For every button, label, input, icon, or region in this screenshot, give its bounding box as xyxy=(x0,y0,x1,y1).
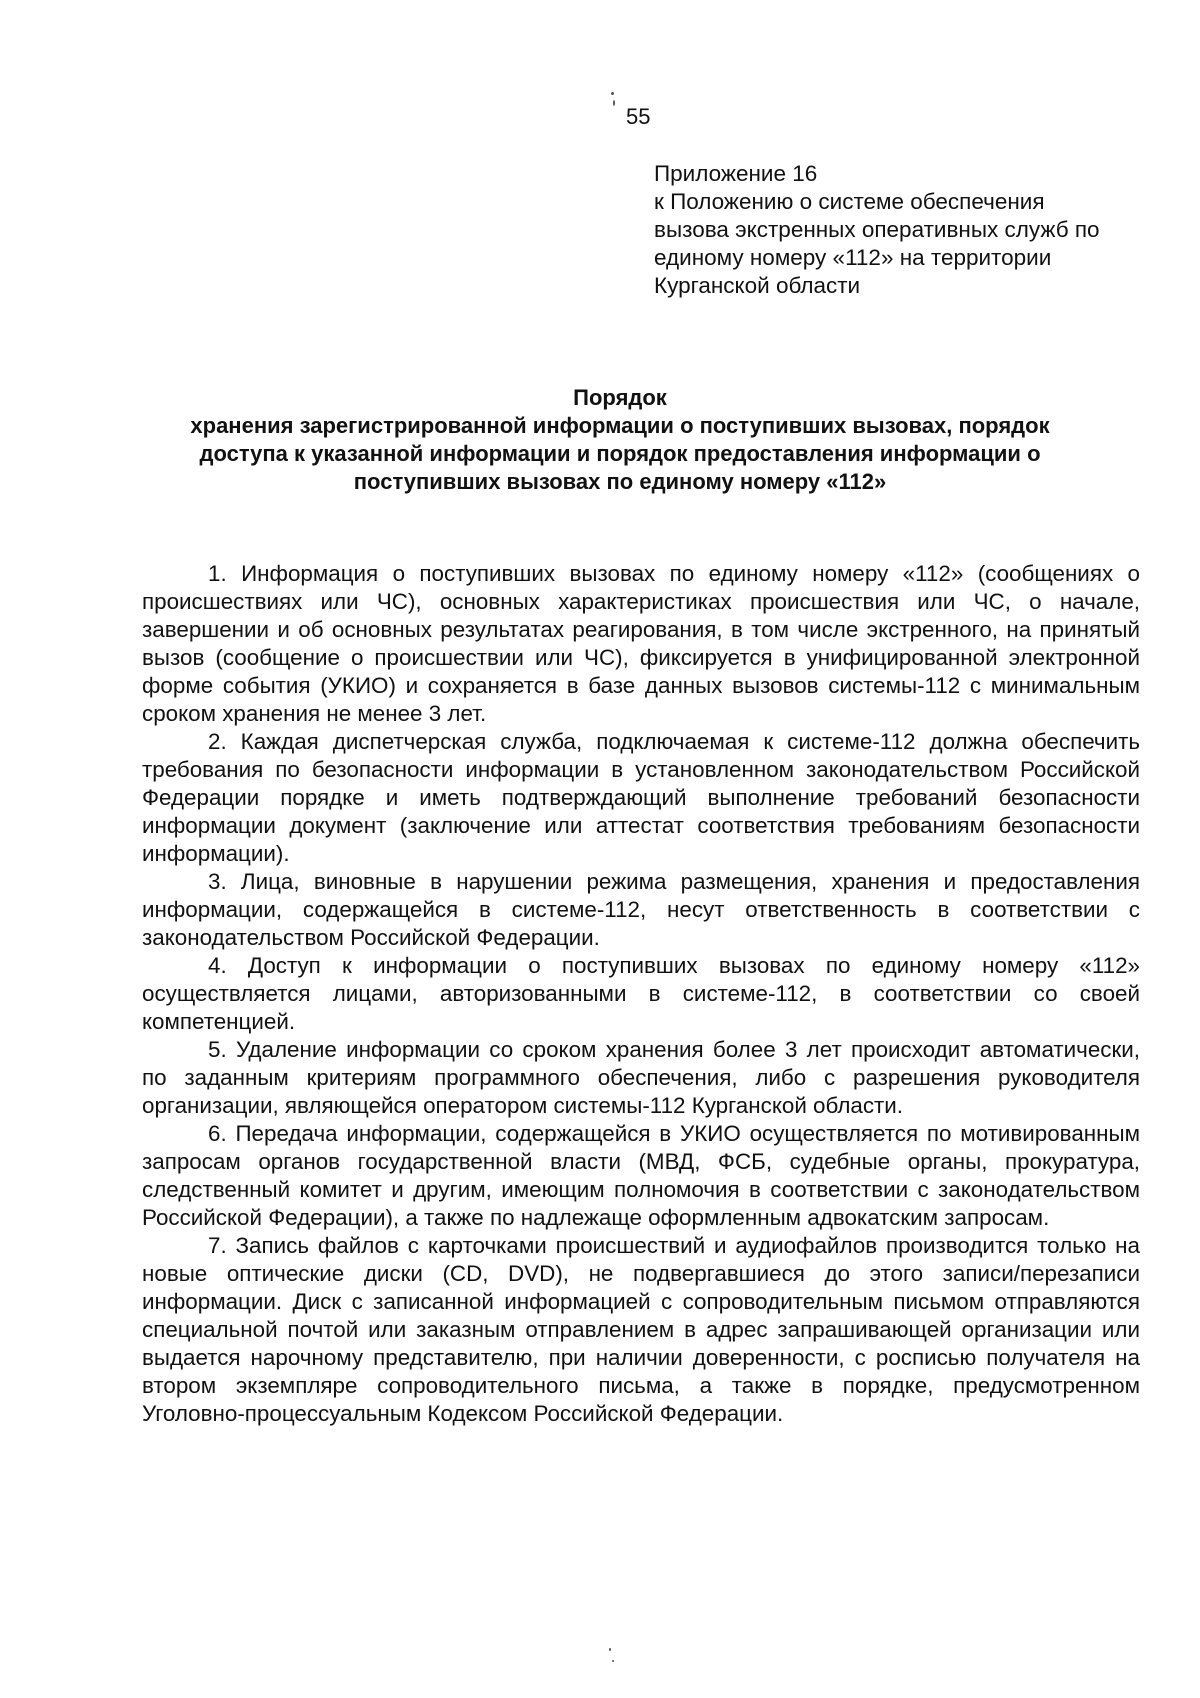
title-heading: Порядок xyxy=(573,385,667,410)
title-line: доступа к указанной информации и порядок предоставления информации о xyxy=(199,441,1041,466)
paragraph-1: 1. Информация о поступивших вызовах по единому номеру «112» (сообщениях о происшествиях или ЧС), основных характеристиках происшествия или ЧС, о начале, завершении и об основных результатах реагирования, в том числе экстренного, на принятый вызов (сообщение о происшествии или ЧС), фиксируется в унифицированной электронной форме события (УКИО) и сохраняется в базе данных вызовов системы-112 с минимальным сроком хранения не менее 3 лет. xyxy=(142,561,1140,726)
appendix-line: Приложение 16 xyxy=(654,161,818,186)
paragraph-6: 6. Передача информации, содержащейся в УКИО осуществляется по мотивированным запросам органов государственной власти (МВД, ФСБ, судебные органы, прокуратура, следственный комитет и другим, имеющим полномочия в соответствии с законодательством Российской Федерации), а также по надлежаще оформленным адвокатским запросам. xyxy=(142,1121,1140,1230)
appendix-line: вызова экстренных оперативных служб по xyxy=(654,217,1100,242)
title-line: поступивших вызовах по единому номеру «112» xyxy=(353,469,887,494)
scan-artifact xyxy=(609,1648,611,1651)
document-title xyxy=(130,384,1110,496)
appendix-reference xyxy=(654,160,1174,300)
paragraph-7: 7. Запись файлов с карточками происшествий и аудиофайлов производится только на новые оптические диски (CD, DVD), не подвергавшиеся до этого записи/перезаписи информации. Диск с записанной информацией с сопроводительным письмом отправляются специальной почтой или заказным отправлением в адрес запрашивающей организации или выдается нарочному представителю, при наличии доверенности, с росписью получателя на втором экземпляре сопроводительного письма, а также в порядке, предусмотренном Уголовно-процессуальным Кодексом Российской Федерации. xyxy=(142,1233,1140,1426)
paragraph-2: 2. Каждая диспетчерская служба, подключаемая к системе-112 должна обеспечить требования по безопасности информации в установленном законодательством Российской Федерации порядке и иметь подтверждающий выполнение требований безопасности информации документ (заключение или аттестат соответствия требованиям безопасности информации). xyxy=(142,729,1140,866)
appendix-line: Курганской области xyxy=(654,273,861,298)
paragraph-3: 3. Лица, виновные в нарушении режима размещения, хранения и предоставления информации, содержащейся в системе-112, несут ответственность в соответствии с законодательством Российской Федерации. xyxy=(142,869,1140,950)
appendix-line: к Положению о системе обеспечения xyxy=(654,189,1045,214)
appendix-line: единому номеру «112» на территории xyxy=(654,245,1052,270)
paragraph-5: 5. Удаление информации со сроком хранения более 3 лет происходит автоматически, по заданным критериям программного обеспечения, либо с разрешения руководителя организации, являющейся оператором системы-112 Курганской области. xyxy=(142,1037,1140,1118)
title-line: хранения зарегистрированной информации о поступивших вызовах, порядок xyxy=(190,413,1050,438)
page-number: 55 xyxy=(626,104,651,129)
document-body xyxy=(142,560,1140,1428)
scan-artifact xyxy=(612,1660,614,1662)
scan-artifact xyxy=(613,100,615,106)
scan-artifact xyxy=(611,92,614,95)
paragraph-4: 4. Доступ к информации о поступивших вызовах по единому номеру «112» осуществляется лицами, авторизованными в системе-112, в соответствии со своей компетенцией. xyxy=(142,953,1140,1034)
